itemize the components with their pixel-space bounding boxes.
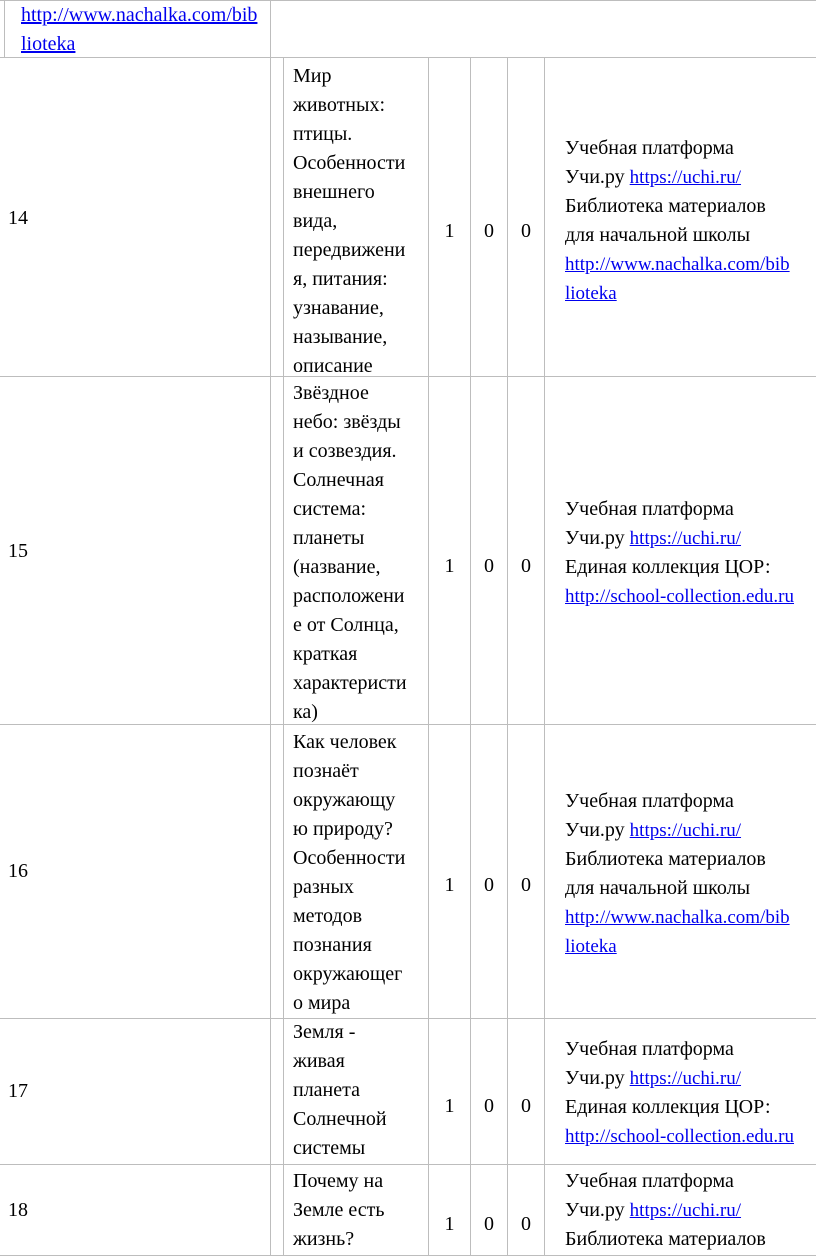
resource-link[interactable]: lioteka [21, 33, 76, 55]
row-number: 18 [8, 1199, 28, 1221]
topic-cell [293, 728, 427, 1018]
resource-label: Учебная платформа [565, 498, 734, 520]
resource-label: Учебная платформа [565, 137, 734, 159]
topic-line: краткая [293, 643, 358, 665]
topic-cell [293, 1018, 427, 1163]
uchi-link[interactable]: https://uchi.ru/ [629, 528, 742, 549]
topic-line: ю природу? [293, 818, 393, 840]
control-hours: 0 [484, 555, 494, 577]
column-divider [544, 57, 545, 1256]
row-divider [0, 1255, 816, 1256]
row-divider [0, 1164, 816, 1165]
resource-label: Библиотека материалов [565, 195, 766, 217]
topic-line: животных: [293, 94, 386, 116]
topic-line: познания [293, 934, 372, 956]
uchi-link[interactable]: https://uchi.ru/ [629, 1200, 742, 1221]
topic-line: Звёздное [293, 382, 369, 404]
resource-label: Библиотека материалов [565, 848, 766, 870]
row-number: 14 [8, 207, 28, 229]
resources-cell [565, 1035, 816, 1151]
topic-line: ка) [293, 701, 318, 723]
resources-cell [565, 495, 816, 611]
nachalka-link[interactable]: lioteka [565, 936, 617, 957]
topic-line: е от Солнца, [293, 614, 399, 636]
resources-cell [565, 1167, 815, 1254]
total-hours: 1 [444, 1213, 455, 1235]
topic-line: жизнь? [293, 1228, 355, 1250]
topic-line: я, питания: [293, 268, 388, 290]
topic-line: живая [293, 1050, 345, 1072]
topic-cell [293, 379, 427, 727]
topic-line: и созвездия. [293, 440, 397, 462]
top-resource-cell [21, 1, 271, 59]
nachalka-link[interactable]: http://www.nachalka.com/bib [565, 907, 790, 928]
topic-line: описание [293, 355, 373, 377]
resources-cell [565, 134, 815, 308]
topic-line: Особенности [293, 152, 406, 174]
topic-line: окружающег [293, 963, 403, 985]
topic-line: птицы. [293, 123, 353, 145]
topic-line: узнавание, [293, 297, 384, 319]
topic-line: о мира [293, 992, 351, 1014]
topic-cell [293, 1167, 427, 1254]
topic-line: вида, [293, 210, 338, 232]
column-divider [4, 0, 5, 58]
row-number: 17 [8, 1080, 28, 1102]
resource-label: для начальной школы [565, 224, 751, 246]
practical-hours: 0 [521, 874, 531, 896]
topic-line: познаёт [293, 760, 359, 782]
uchi-link[interactable]: https://uchi.ru/ [629, 167, 742, 188]
topic-line: (название, [293, 556, 381, 578]
topic-line: Мир [293, 65, 332, 87]
topic-line: Как человек [293, 731, 397, 753]
topic-cell [293, 62, 427, 381]
topic-line: небо: звёзды [293, 411, 401, 433]
resource-link[interactable]: http://www.nachalka.com/bib [21, 4, 258, 26]
topic-line: методов [293, 905, 363, 927]
topic-line: характеристи [293, 672, 407, 694]
control-hours: 0 [484, 1095, 494, 1117]
total-hours: 1 [444, 220, 455, 242]
topic-line: разных [293, 876, 354, 898]
control-hours: 0 [484, 220, 494, 242]
control-hours: 0 [484, 874, 494, 896]
uchi-link[interactable]: https://uchi.ru/ [629, 1068, 742, 1089]
resource-label: Учи.ру [565, 527, 630, 549]
resource-label: Единая коллекция ЦОР: [565, 1096, 771, 1118]
resource-label: Учи.ру [565, 166, 630, 188]
topic-line: окружающу [293, 789, 396, 811]
resource-label: Учи.ру [565, 819, 630, 841]
resource-label: Единая коллекция ЦОР: [565, 556, 771, 578]
row-number: 16 [8, 860, 28, 882]
practical-hours: 0 [521, 1095, 531, 1117]
topic-line: Особенности [293, 847, 406, 869]
resource-label: Учебная платформа [565, 790, 734, 812]
topic-line: внешнего [293, 181, 375, 203]
topic-line: система: [293, 498, 367, 520]
total-hours: 1 [444, 555, 455, 577]
topic-line: Земле есть [293, 1199, 385, 1221]
school-collection-link[interactable]: http://school-collection.edu.ru [565, 586, 795, 607]
topic-line: называние, [293, 326, 388, 348]
control-hours: 0 [484, 1213, 494, 1235]
topic-line: Почему на [293, 1170, 384, 1192]
topic-line: системы [293, 1137, 366, 1159]
nachalka-link[interactable]: lioteka [565, 283, 617, 304]
topic-line: Земля - [293, 1021, 356, 1043]
row-number: 15 [8, 540, 28, 562]
column-divider [283, 57, 284, 1256]
topic-line: Солнечная [293, 469, 384, 491]
resource-label: Учебная платформа [565, 1170, 734, 1192]
total-hours: 1 [444, 1095, 455, 1117]
resource-label: для начальной школы [565, 877, 751, 899]
resource-label: Учи.ру [565, 1067, 630, 1089]
topic-line: Солнечной [293, 1108, 387, 1130]
resource-label: Учебная платформа [565, 1038, 734, 1060]
resource-label: Учи.ру [565, 1199, 630, 1221]
practical-hours: 0 [521, 555, 531, 577]
resource-label: Библиотека материалов [565, 1228, 766, 1250]
resources-cell [565, 787, 815, 961]
nachalka-link[interactable]: http://www.nachalka.com/bib [565, 254, 790, 275]
topic-line: планеты [293, 527, 365, 549]
topic-line: передвижени [293, 239, 406, 261]
school-collection-link[interactable]: http://school-collection.edu.ru [565, 1126, 795, 1147]
total-hours: 1 [444, 874, 455, 896]
topic-line: расположени [293, 585, 405, 607]
topic-line: планета [293, 1079, 361, 1101]
column-divider [270, 0, 271, 1256]
uchi-link[interactable]: https://uchi.ru/ [629, 820, 742, 841]
practical-hours: 0 [521, 220, 531, 242]
practical-hours: 0 [521, 1213, 531, 1235]
